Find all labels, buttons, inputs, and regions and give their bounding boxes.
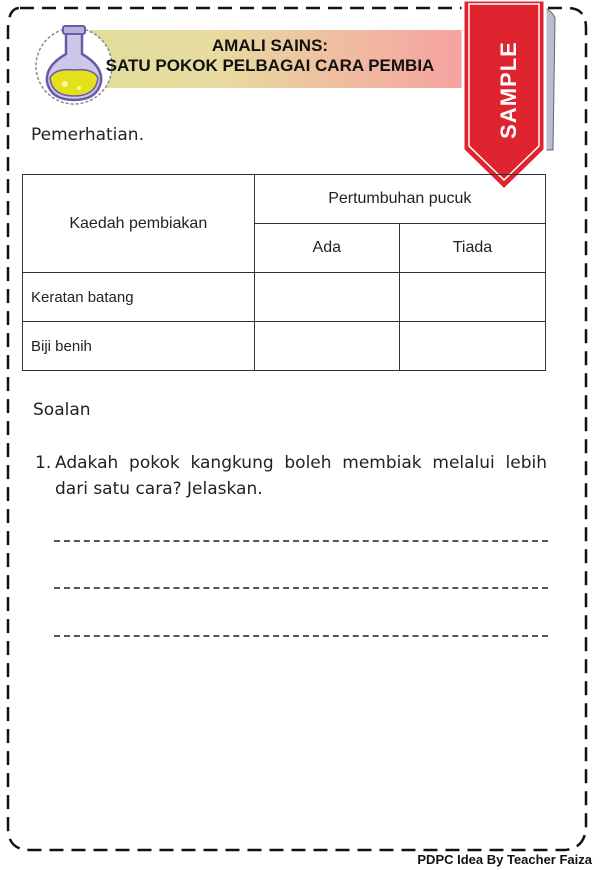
row-label: Biji benih bbox=[23, 322, 255, 371]
answer-line[interactable] bbox=[54, 635, 548, 637]
title-line-1: AMALI SAINS: bbox=[211, 36, 329, 55]
observation-heading: Pemerhatian. bbox=[31, 125, 144, 145]
title-line-2: SATU POKOK PELBAGAI CARA PEMBIA bbox=[105, 56, 435, 75]
answer-line[interactable] bbox=[54, 587, 548, 589]
present-cell[interactable] bbox=[254, 322, 399, 371]
question-text: Adakah pokok kangkung boleh membiak melalui lebih dari satu cara? Jelaskan. bbox=[55, 453, 547, 499]
table-row bbox=[23, 273, 546, 322]
absent-header: Tiada bbox=[399, 224, 545, 273]
present-cell[interactable] bbox=[254, 273, 399, 322]
table-row bbox=[23, 322, 546, 371]
absent-cell[interactable] bbox=[399, 322, 545, 371]
row-label: Keratan batang bbox=[23, 273, 255, 322]
present-header: Ada bbox=[254, 224, 399, 273]
growth-header: Pertumbuhan pucuk bbox=[254, 175, 545, 224]
questions-heading: Soalan bbox=[33, 400, 91, 420]
sample-label: SAMPLE bbox=[496, 41, 521, 139]
absent-cell[interactable] bbox=[399, 273, 545, 322]
answer-line[interactable] bbox=[54, 540, 548, 542]
page-title bbox=[70, 36, 470, 76]
question-item bbox=[35, 450, 547, 502]
question-number: 1. bbox=[35, 453, 52, 473]
observation-table bbox=[22, 174, 546, 371]
method-header: Kaedah pembiakan bbox=[23, 175, 255, 273]
footer-credit: PDPC Idea By Teacher Faiza bbox=[417, 852, 592, 867]
